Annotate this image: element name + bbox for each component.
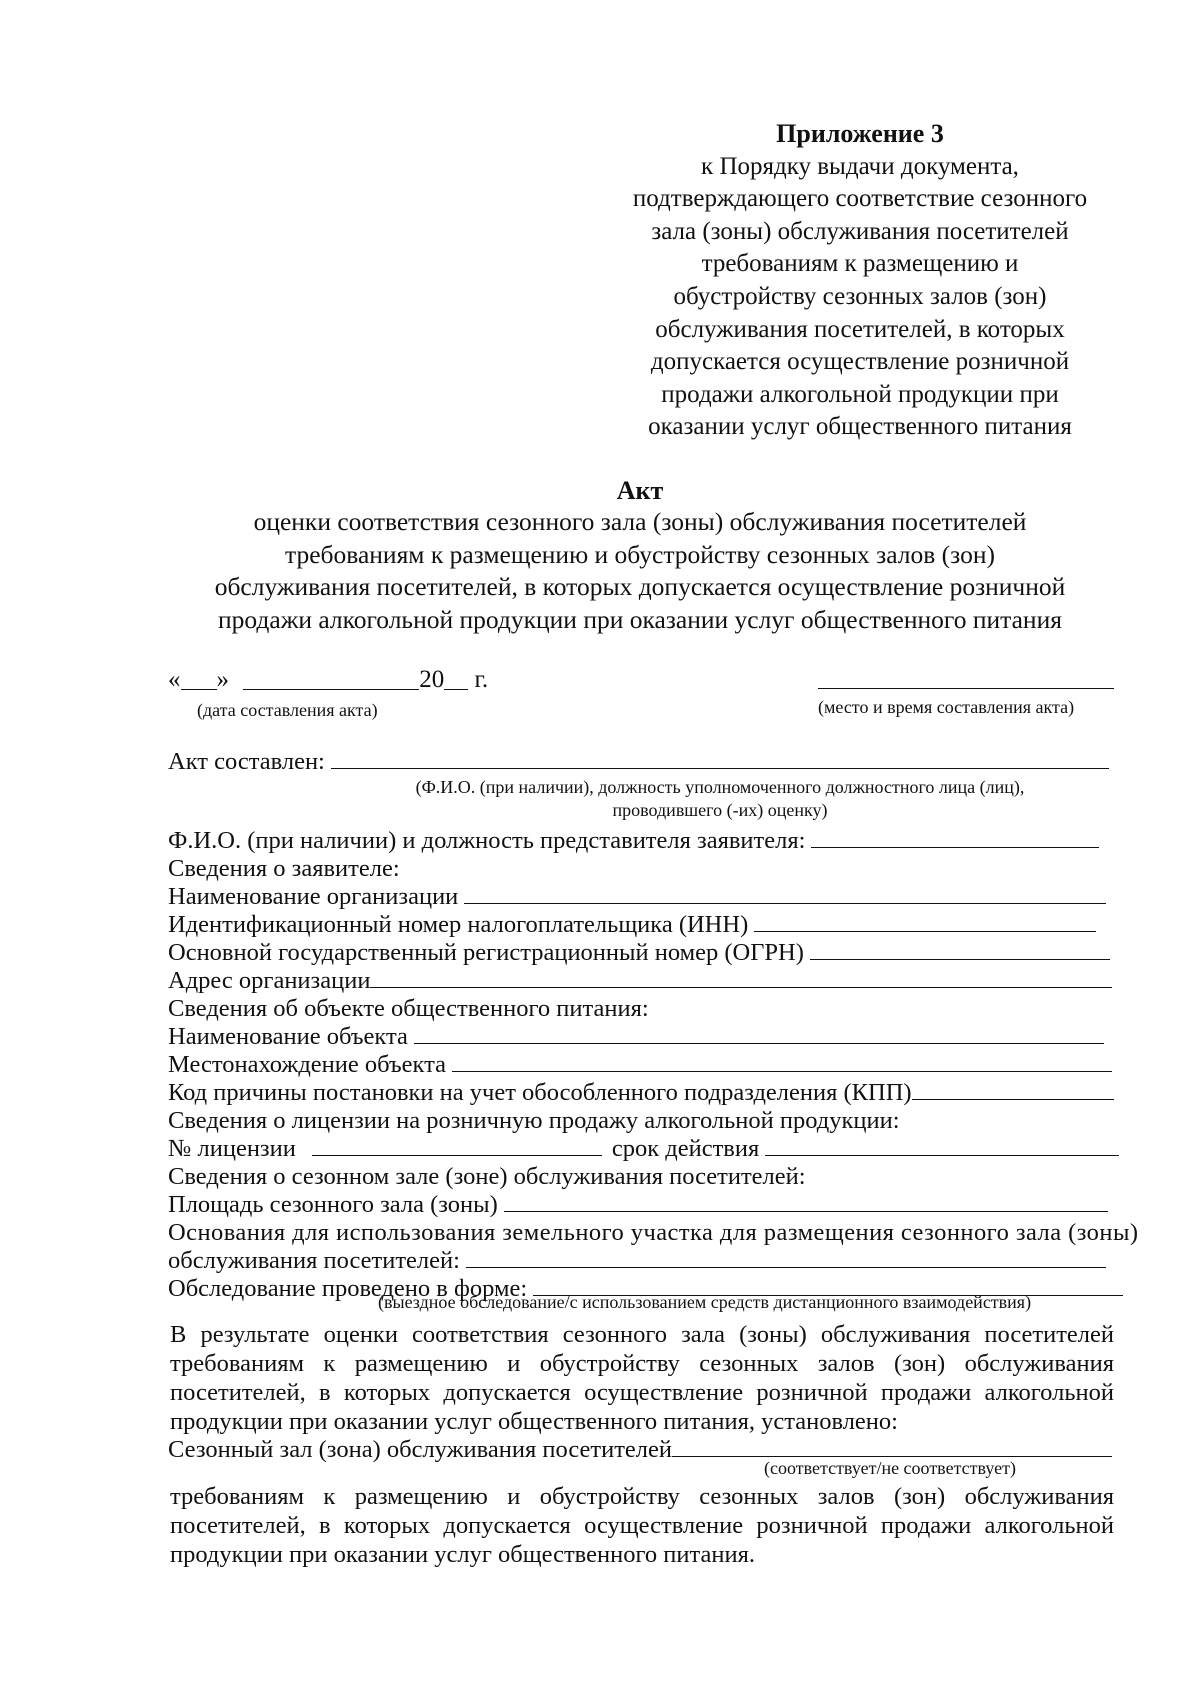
land-basis-field[interactable] — [466, 1266, 1106, 1268]
appendix-title: Приложение 3 — [776, 119, 944, 148]
object-name-row: Наименование объекта — [168, 1023, 1104, 1051]
appendix-line: оказании услуг общественного питания — [648, 413, 1072, 441]
appendix-line: зала (зоны) обслуживания посетителей — [651, 217, 1069, 245]
license-info-heading: Сведения о лицензии на розничную продажу алкогольной продукции: — [168, 1107, 900, 1134]
month-blank[interactable] — [243, 664, 419, 690]
appendix-header — [595, 118, 1125, 444]
appendix-line: подтверждающего соответствие сезонного — [632, 185, 1088, 213]
applicant-rep-field[interactable] — [811, 846, 1099, 848]
place-time-field[interactable] — [818, 688, 1114, 689]
place-caption: (место и время составления акта) — [818, 697, 1075, 717]
hall-area-row: Площадь сезонного зала (зоны) — [168, 1191, 1108, 1219]
act-subtitle-line: обслуживания посетителей, в которых допускается осуществление розничной — [214, 572, 1066, 601]
applicant-rep-label: Ф.И.О. (при наличии) и должность представителя заявителя: — [168, 827, 806, 854]
ogrn-field[interactable] — [810, 958, 1110, 960]
ogrn-row: Основной государственный регистрационный номер (ОГРН) — [168, 939, 1110, 967]
composed-by-row — [168, 748, 1109, 776]
act-date-line[interactable]: « » 20 г. — [168, 666, 489, 693]
inn-field[interactable] — [754, 930, 1096, 932]
org-address-row: Адрес организации — [168, 967, 1112, 995]
day-blank[interactable] — [181, 664, 217, 690]
license-number-field[interactable] — [312, 1154, 602, 1156]
object-info-heading: Сведения об объекте общественного питания: — [168, 995, 649, 1022]
land-basis-label: Основания для использования земельного участка для размещения сезонного зала (зоны) — [168, 1219, 1139, 1246]
land-basis-row: обслуживания посетителей: — [168, 1247, 1106, 1275]
appendix-line: требованиям к размещению и — [701, 250, 1019, 278]
act-title: Акт — [616, 476, 664, 505]
composed-by-field[interactable] — [331, 767, 1109, 769]
hall-area-field[interactable] — [504, 1210, 1108, 1212]
date-caption: (дата составления акта) — [197, 700, 378, 720]
kpp-field[interactable] — [912, 1098, 1114, 1100]
inspection-form-row: Обследование проведено в форме: — [168, 1275, 1123, 1303]
appendix-line: допускается осуществление розничной — [650, 348, 1070, 376]
hall-compliance-field[interactable] — [672, 1455, 1112, 1457]
appendix-line: продажи алкогольной продукции при — [661, 380, 1059, 408]
kpp-row: Код причины постановки на учет обособленного подразделения (КПП) — [168, 1079, 1114, 1107]
year-blank[interactable] — [444, 664, 468, 690]
act-subtitle-line: продажи алкогольной продукции при оказании услуг общественного питания — [218, 604, 1062, 634]
org-name-field[interactable] — [464, 902, 1106, 904]
act-subtitle-line: требованиям к размещению и обустройству сезонных залов (зон) — [285, 539, 995, 569]
composed-by-label: Акт составлен: — [168, 748, 325, 775]
applicant-rep-row — [168, 827, 1099, 855]
object-location-field[interactable] — [452, 1070, 1112, 1072]
license-term-field[interactable] — [765, 1154, 1119, 1156]
license-row: № лицензии срок действия — [168, 1135, 1119, 1163]
inn-row: Идентификационный номер налогоплательщика (ИНН) — [168, 911, 1096, 939]
result-paragraph: В результате оценки соответствия сезонного зала (зоны) обслуживания посетителей требованиям к размещению и обустройству сезонных залов (зон) обслуживания посетителей, в которых допускается осуществление розничной продажи алкогольной продукции при оказании услуг общественного питания, установлено: — [170, 1321, 1114, 1435]
act-subtitle-line: оценки соответствия сезонного зала (зоны) обслуживания посетителей — [253, 507, 1027, 536]
object-location-row: Местонахождение объекта — [168, 1051, 1112, 1079]
applicant-info-heading: Сведения о заявителе: — [168, 855, 400, 882]
hall-compliance-row: Сезонный зал (зона) обслуживания посетителей — [168, 1436, 1112, 1464]
org-address-field[interactable] — [370, 986, 1112, 988]
closing-paragraph: требованиям к размещению и обустройству сезонных залов (зон) обслуживания посетителей, в которых допускается осуществление розничной продажи алкогольной продукции при оказании услуг общественного питания. — [170, 1483, 1114, 1568]
compliance-caption: (соответствует/не соответствует) — [764, 1458, 1016, 1478]
appendix-line: обслуживания посетителей, в которых — [655, 315, 1065, 343]
object-name-field[interactable] — [414, 1042, 1104, 1044]
appendix-line: к Порядку выдачи документа, — [701, 152, 1019, 180]
appendix-line: обустройству сезонных залов (зон) — [673, 282, 1047, 310]
hall-info-heading: Сведения о сезонном зале (зоне) обслуживания посетителей: — [168, 1163, 806, 1190]
act-subtitle — [160, 506, 1120, 636]
inspection-caption: (выездное обследование/с использованием средств дистанционного взаимодействия) — [378, 1292, 1032, 1312]
composed-caption: (Ф.И.О. (при наличии), должность уполномоченного должностного лица (лиц), проводившего (-их) оценку) — [415, 777, 1025, 820]
org-name-row: Наименование организации — [168, 883, 1106, 911]
